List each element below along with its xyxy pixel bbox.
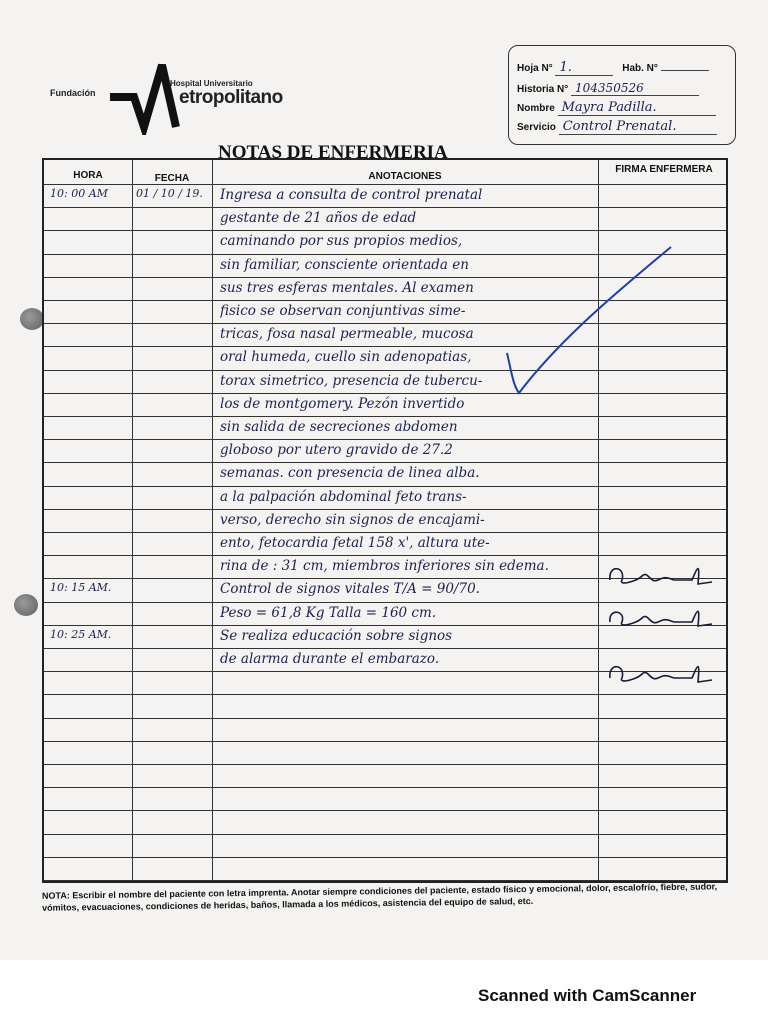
anotacion-cell: Control de signos vitales T/A = 90/70. — [220, 581, 480, 598]
footer-note: NOTA: Escribir el nombre del paciente con letra imprenta. Anotar siempre condiciones del paciente, estado físico y emocional, dolor, escalofrío, fiebre, sudor, vómitos, evacuaciones, condiciones de heridas, baños, llamada a los médicos, asistencia del equipo de salud, etc. — [41, 881, 718, 913]
pen-checkmark — [499, 245, 679, 400]
column-header-hora: HORA — [73, 170, 103, 181]
anotacion-cell: sin salida de secreciones abdomen — [220, 419, 458, 435]
anotacion-cell: sin familiar, consciente orientada en — [220, 256, 469, 273]
anotacion-cell: gestante de 21 años de edad — [220, 210, 417, 227]
anotacion-cell: de alarma durante el embarazo. — [220, 651, 440, 667]
anotacion-cell: verso, derecho sin signos de encajami- — [220, 511, 485, 528]
anotacion-cell: oral humeda, cuello sin adenopatias, — [220, 349, 472, 366]
nombre-value: Mayra Padilla. — [558, 100, 716, 116]
anotacion-cell: ento, fetocardia fetal 158 x', altura ute- — [220, 535, 490, 551]
punch-hole — [14, 594, 38, 616]
hoja-value: 1. — [555, 60, 613, 76]
nurse-signature — [606, 656, 716, 688]
anotacion-cell: globoso por utero gravido de 27.2 — [220, 442, 453, 459]
anotacion-cell: fisico se observan conjuntivas sime- — [220, 303, 466, 319]
anotacion-cell: torax simetrico, presencia de tubercu- — [220, 372, 483, 389]
anotacion-cell: los de montgomery. Pezón invertido — [220, 395, 465, 412]
column-header-fecha: FECHA — [154, 173, 190, 184]
historia-label: Historia N° — [517, 84, 569, 95]
anotacion-cell: Ingresa a consulta de control prenatal — [220, 187, 483, 203]
anotacion-cell: tricas, fosa nasal permeable, mucosa — [220, 326, 474, 343]
anotacion-cell: sus tres esferas mentales. Al examen — [220, 279, 474, 296]
nombre-label: Nombre — [517, 103, 555, 114]
foundation-label: Fundación — [50, 88, 96, 98]
hora-cell: 10: 15 AM. — [50, 581, 112, 595]
nurse-signature — [606, 558, 716, 590]
hab-label: Hab. N° — [622, 63, 658, 74]
anotacion-cell: Peso = 61,8 Kg Talla = 160 cm. — [220, 604, 437, 621]
hospital-subtitle: Hospital Universitario — [170, 79, 253, 88]
hospital-name: etropolitano — [179, 87, 283, 108]
nursing-notes-table — [42, 158, 728, 883]
hab-value — [661, 70, 709, 71]
hora-cell: 10: 00 AM — [50, 187, 108, 200]
nurse-signature — [606, 602, 716, 632]
anotacion-cell: semanas. con presencia de linea alba. — [220, 465, 480, 482]
anotacion-cell: caminando por sus propios medios, — [220, 233, 463, 250]
anotacion-cell: rina de : 31 cm, miembros inferiores sin edema. — [220, 558, 549, 575]
hoja-label: Hoja N° — [517, 63, 553, 74]
historia-value: 104350526 — [571, 81, 699, 96]
hora-cell: 10: 25 AM. — [50, 627, 112, 641]
anotacion-cell: a la palpación abdominal feto trans- — [220, 488, 467, 505]
form-title: NOTAS DE ENFERMERIA — [218, 142, 448, 163]
hospital-logo — [50, 55, 290, 135]
column-header-firma: FIRMA ENFERMERA — [615, 164, 713, 175]
anotacion-cell: Se realiza educación sobre signos — [220, 627, 453, 644]
column-header-anotaciones: ANOTACIONES — [368, 171, 442, 182]
punch-hole — [20, 308, 44, 330]
servicio-label: Servicio — [517, 122, 556, 133]
camscanner-watermark: Scanned with CamScanner — [478, 986, 697, 1005]
heartbeat-m-icon — [104, 55, 184, 135]
servicio-value: Control Prenatal. — [559, 119, 717, 135]
patient-info-box — [508, 45, 736, 145]
fecha-cell: 01 / 10 / 19. — [136, 187, 203, 200]
